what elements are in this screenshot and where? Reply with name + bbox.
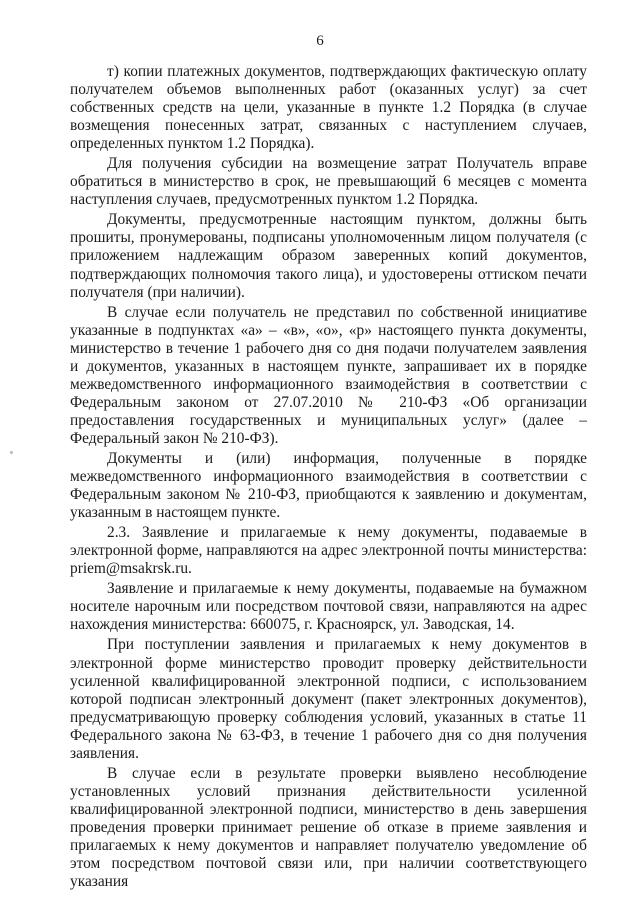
paragraph-paper-submission: Заявление и прилагаемые к нему документы, подаваемые на бумажном носителе нарочным или посредством почтовой связи, направляются на адрес нахождения министерства: 660075, г. Красноярск, ул. Заводская, 14. xyxy=(70,580,587,634)
paragraph-payment-docs: т) копии платежных документов, подтверждающих фактическую оплату получателем объемов выполненных работ (оказанных услуг) за счет собственных средств на цели, указанные в пункте 1.2 Порядка (в случае возмещения понесенных затрат, связанных с наступлением случаев, определенных пунктом 1.2 Порядка). xyxy=(70,63,587,153)
paragraph-electronic-submission: 2.3. Заявление и прилагаемые к нему документы, подаваемые в электронной форме, направляются на адрес электронной почты министерства: priem@msakrsk.ru. xyxy=(70,524,587,578)
document-body xyxy=(70,63,587,891)
paragraph-document-requirements: Документы, предусмотренные настоящим пунктом, должны быть прошиты, пронумерованы, подписаны уполномоченным лицом получателя (с приложением надлежащим образом заверенных копий документов, подтверждающих полномочия такого лица), и удостоверены оттиском печати получателя (при наличии). xyxy=(70,211,587,301)
paragraph-received-information: Документы и (или) информация, полученные в порядке межведомственного информационного взаимодействия в соответствии с Федеральным законом № 210-ФЗ, приобщаются к заявлению и документам, указанным в настоящем пункте. xyxy=(70,449,587,522)
page-number: 6 xyxy=(316,33,324,49)
paragraph-signature-check: При поступлении заявления и прилагаемых к нему документов в электронной форме министерство проводит проверку действительности усиленной квалифицированной электронной подписи, с использованием которой подписан электронный документ (пакет электронных документов), предусматривающую проверку соблюдения условий, указанных в статье 11 Федерального закона № 63-ФЗ, в течение 1 рабочего дня со дня получения заявления. xyxy=(70,636,587,762)
paragraph-signature-invalid: В случае если в результате проверки выявлено несоблюдение установленных условий признания действительности усиленной квалифицированной электронной подписи, министерство в день завершения проведения проверки принимает решение об отказе в приеме заявления и прилагаемых к нему документов и направляет получателю уведомление об этом посредством почтовой связи или, при наличии соответствующего указания xyxy=(70,764,587,891)
paragraph-interagency-request: В случае если получатель не представил по собственной инициативе указанные в подпунктах «а» – «в», «о», «р» настоящего пункта документы, министерство в течение 1 рабочего дня со дня подачи получателем заявления и документов, указанных в настоящем пункте, запрашивает их в порядке межведомственного информационного взаимодействия в соответствии с Федеральным законом от 27.07.2010 № 210-ФЗ «Об организации предоставления государственных и муниципальных услуг» (далее – Федеральный закон № 210-ФЗ). xyxy=(70,303,587,447)
margin-mark xyxy=(10,451,13,454)
paragraph-application-deadline: Для получения субсидии на возмещение затрат Получатель вправе обратиться в министерство в срок, не превышающий 6 месяцев с момента наступления случаев, предусмотренных пунктом 1.2 Порядка. xyxy=(70,155,587,209)
